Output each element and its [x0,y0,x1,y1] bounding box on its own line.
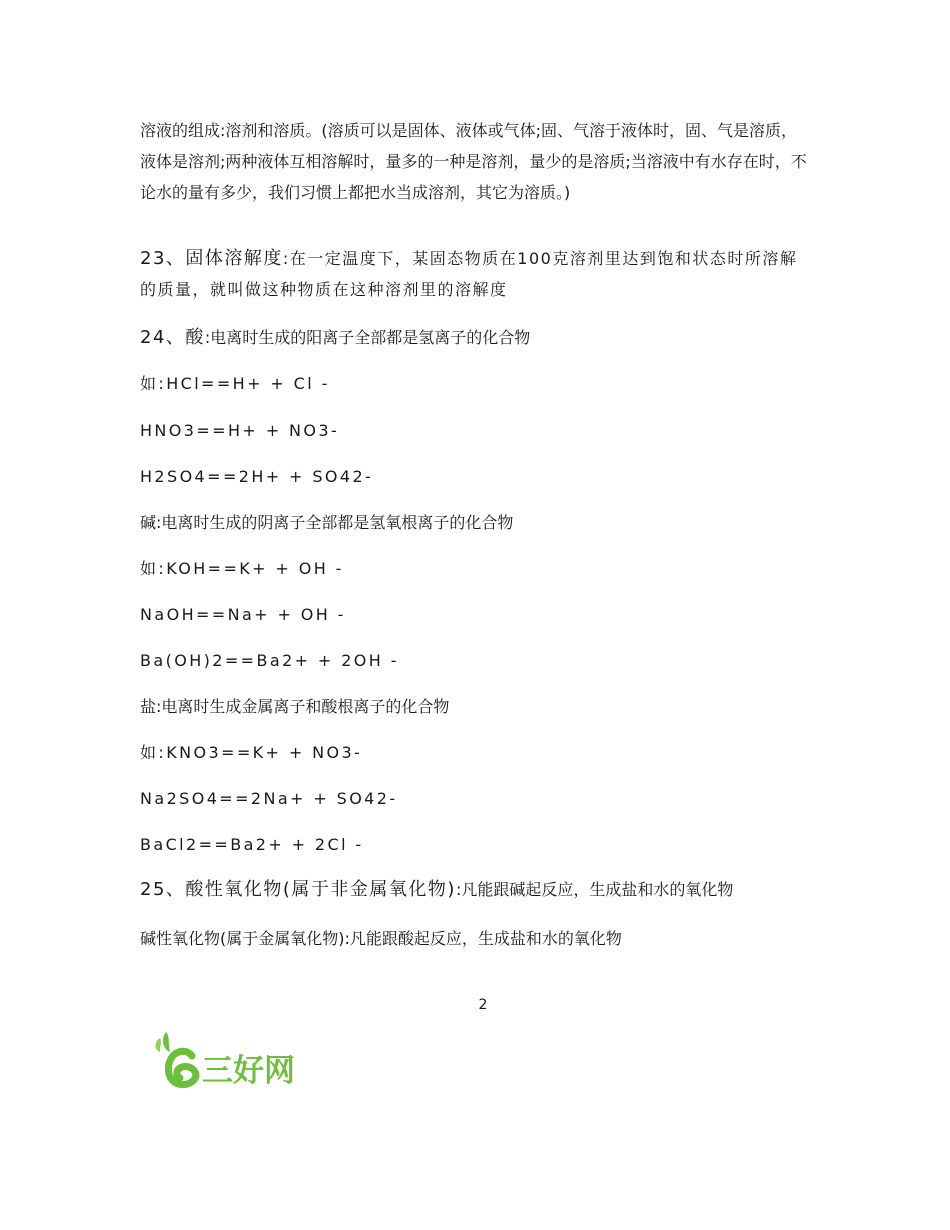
base-equation-3: Ba(OH)2==Ba2+ + 2OH - [140,651,399,670]
item-23-heading: 23、固体溶解度 [140,248,283,269]
base-equation-1: 如:KOH==K+ + OH - [140,559,344,578]
page-number: 2 [478,997,488,1013]
salt-equation-3: BaCl2==Ba2+ + 2Cl - [140,835,364,854]
salt-equation-2: Na2SO4==2Na+ + SO42- [140,789,398,808]
item-24-paragraph [140,327,530,349]
salt-equation-1: 如:KNO3==K+ + NO3- [140,743,363,762]
acid-equation-3: H2SO4==2H+ + SO42- [140,467,374,486]
base-equation-2: NaOH==Na+ + OH - [140,605,346,624]
item-25-heading: 25、酸性氧化物(属于非金属氧化物) [140,879,456,900]
sanhaowang-logo [146,1026,296,1092]
salt-definition: 盐:电离时生成金属离子和酸根离子的化合物 [140,697,450,716]
acid-equation-1: 如:HCl==H+ + Cl - [140,374,330,393]
item-23-body: :在一定温度下，某固态物质在100克溶剂里达到饱和状态时所溶解的质量，就叫做这种物质在这种溶剂里的溶解度 [140,249,798,299]
acid-equation-2: HNO3==H+ + NO3- [140,421,340,440]
basic-oxide-definition: 碱性氧化物(属于金属氧化物):凡能跟酸起反应，生成盐和水的氧化物 [140,929,622,948]
item-23-paragraph [140,243,812,305]
logo-text: 三好网 [202,1053,295,1089]
item-24-body: :电离时生成的阳离子全部都是氢离子的化合物 [204,328,531,347]
item-25-body: :凡能跟碱起反应，生成盐和水的氧化物 [455,880,734,899]
item-25-paragraph [140,879,733,901]
solution-composition-paragraph: 溶液的组成:溶剂和溶质。(溶质可以是固体、液体或气体;固、气溶于液体时，固、气是溶质，液体是溶剂;两种液体互相溶解时，量多的一种是溶剂，量少的是溶质;当溶液中有水存在时，不论水的量有多少，我们习惯上都把水当成溶剂，其它为溶质。) [140,121,807,202]
item-24-heading: 24、酸 [140,327,205,348]
base-definition: 碱:电离时生成的阴离子全部都是氢氧根离子的化合物 [140,513,514,532]
